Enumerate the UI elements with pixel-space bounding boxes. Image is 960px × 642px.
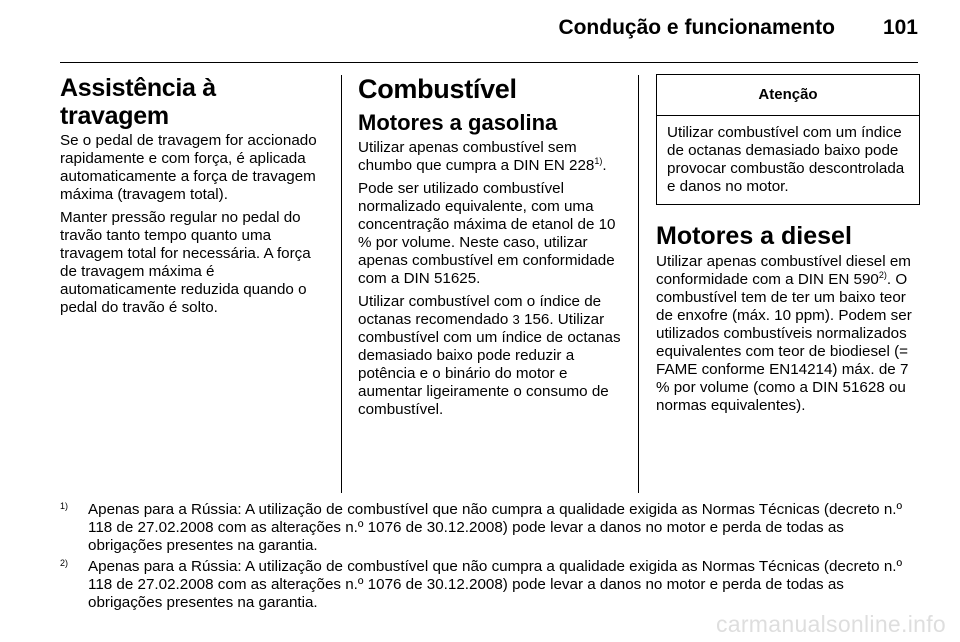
warning-box — [656, 74, 920, 205]
petrol-paragraph-2: Pode ser utilizado combustível normalizado equivalente, com uma concentração máxima de etanol de 10 % por volume. Neste caso, utilizar apenas combustível em conformidade com a DIN 51625. — [358, 180, 616, 287]
footnotes — [60, 501, 920, 615]
footnote-1-text: Apenas para a Rússia: A utilização de combustível que não cumpra a qualidade exigida as Normas Técnicas (decreto n.º 118 de 27.02.2008 com as alterações n.º 1076 de 30.12.2008) pode levar a danos no motor e perda de todas as obrigações presentes na garantia. — [88, 501, 903, 554]
footnote-2-text: Apenas para a Rússia: A utilização de combustível que não cumpra a qualidade exigida as Normas Técnicas (decreto n.º 118 de 27.02.2008 com as alterações n.º 1076 de 30.12.2008) pode levar a danos no motor e perda de todas as obrigações presentes na garantia. — [88, 558, 903, 611]
fuel-heading: Combustível — [358, 74, 517, 104]
petrol-engines-heading: Motores a gasolina — [358, 110, 558, 135]
footnote-2 — [60, 558, 920, 612]
page-header — [60, 16, 918, 44]
brake-assist-paragraph-2: Manter pressão regular no pedal do travão tanto tempo quanto uma travagem total for necessária. A força de travagem máxima é automaticamente reduzida quando o pedal do travão é solto. — [60, 209, 311, 316]
diesel-p1-end: . O combustível tem de ter um baixo teor de enxofre (máx. 10 ppm). Podem ser utilizados combustíveis normalizados equivalentes com teor de biodiesel (= FAME conforme EN14214) máx. de 7 % por volume (como a DIN 51628 ou normas equivalentes). — [656, 271, 912, 414]
footnote-1-mark: 1) — [60, 501, 69, 511]
header-title: Condução e funcionamento — [558, 16, 835, 39]
brake-assist-paragraph-1: Se o pedal de travagem for accionado rapidamente e com força, é aplicada automaticamente a força de travagem máxima (travagem total). — [60, 132, 317, 203]
diesel-paragraph-1 — [656, 253, 920, 415]
diesel-p1-start: Utilizar apenas combustível diesel em conformidade com a DIN EN 590 — [656, 253, 911, 288]
brake-assist-heading: Assistência à travagem — [60, 74, 216, 130]
header-divider — [60, 62, 918, 63]
petrol-p1-end: . — [602, 157, 607, 174]
petrol-p3-start: Utilizar combustível com o índice de octanas recomendado — [358, 293, 602, 328]
watermark: carmanualsonline.info — [715, 611, 946, 637]
petrol-p3-end: 156. Utilizar combustível com um índice de octanas demasiado baixo pode reduzir a potência e o binário do motor e aumentar ligeiramente o consumo de combustível. — [358, 311, 621, 418]
footnote-1 — [60, 501, 920, 555]
diesel-engines-heading: Motores a diesel — [656, 222, 852, 250]
warning-box-title: Atenção — [657, 75, 919, 116]
petrol-paragraph-3 — [358, 293, 630, 419]
page-number: 101 — [882, 16, 918, 39]
footnote-ref-2[interactable]: 2) — [878, 269, 887, 280]
column-divider-1 — [341, 75, 342, 493]
footnote-ref-1[interactable]: 1) — [594, 155, 603, 166]
footnote-2-mark: 2) — [60, 558, 69, 568]
petrol-p1-text: Utilizar apenas combustível sem chumbo que cumpra a DIN EN 228 — [358, 139, 595, 174]
page-reference-arrow-icon[interactable]: 3 — [512, 312, 520, 327]
petrol-paragraph-1 — [358, 139, 630, 175]
column-brake-assist — [60, 74, 328, 322]
warning-box-text: Utilizar combustível com um índice de octanas demasiado baixo pode provocar combustão descontrolada e danos no motor. — [667, 124, 905, 195]
column-divider-2 — [638, 75, 639, 493]
column-fuel — [358, 74, 630, 424]
column-diesel — [656, 74, 920, 420]
